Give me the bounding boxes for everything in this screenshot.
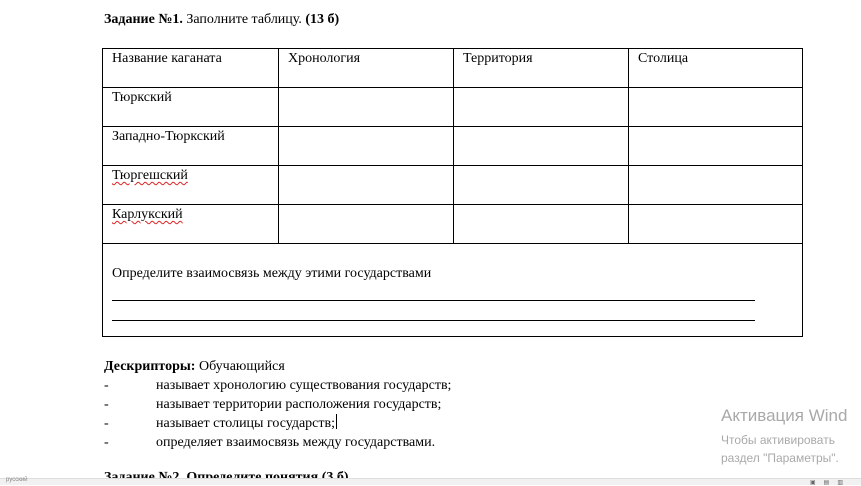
row-name-cell[interactable] (103, 166, 279, 205)
language-indicator[interactable]: русский (6, 477, 28, 483)
status-icons (810, 479, 851, 486)
list-item-text: называет столицы государств; (156, 416, 336, 431)
table-header-row (103, 49, 803, 88)
header-cell-capital[interactable]: Столица (629, 49, 803, 88)
task-points: (13 б) (305, 12, 340, 27)
table-row (103, 127, 803, 166)
list-item (104, 395, 451, 414)
bullet-dash: - (104, 435, 109, 450)
answer-line (112, 320, 755, 321)
summary-row (103, 244, 803, 337)
row-name-cell[interactable] (103, 205, 279, 244)
header-cell-chronology[interactable]: Хронология (279, 49, 454, 88)
territory-cell[interactable] (454, 88, 629, 127)
list-item (104, 414, 451, 433)
spellcheck-word: Тюргешский (112, 168, 188, 183)
watermark-line: раздел "Параметры". (721, 451, 839, 465)
table-row (103, 205, 803, 244)
chronology-cell[interactable] (279, 205, 454, 244)
capital-cell[interactable] (629, 88, 803, 127)
watermark-line: Чтобы активировать (721, 433, 835, 447)
layout-icon[interactable]: ▣ (809, 479, 824, 486)
task-title (104, 12, 339, 28)
descriptors-heading (104, 357, 451, 376)
task-text: Заполните таблицу. (182, 12, 306, 27)
capital-cell[interactable] (629, 166, 803, 205)
territory-cell[interactable] (454, 127, 629, 166)
summary-question: Определите взаимосвязь между этими государствами (112, 266, 432, 281)
text-cursor (336, 414, 337, 429)
summary-cell[interactable] (103, 244, 803, 337)
table-row (103, 166, 803, 205)
row-name-cell[interactable]: Тюркский (103, 88, 279, 127)
descriptors-label: Дескрипторы: (104, 359, 196, 374)
khaganate-table (102, 48, 803, 337)
bullet-dash: - (104, 397, 109, 412)
chronology-cell[interactable] (279, 127, 454, 166)
header-cell-name[interactable]: Название каганата (103, 49, 279, 88)
list-item-text: определяет взаимосвязь между государствами. (156, 435, 436, 450)
header-cell-territory[interactable]: Территория (454, 49, 629, 88)
list-item-text: называет территории расположения государств; (156, 397, 442, 412)
bullet-dash: - (104, 416, 109, 431)
table-row (103, 88, 803, 127)
bullet-dash: - (104, 378, 109, 393)
capital-cell[interactable] (629, 127, 803, 166)
descriptors-intro: Обучающийся (195, 359, 285, 374)
row-name-cell[interactable]: Западно-Тюркский (103, 127, 279, 166)
descriptors-block (104, 357, 451, 452)
territory-cell[interactable] (454, 205, 629, 244)
list-item-text: называет хронологию существования государств; (156, 378, 452, 393)
chronology-cell[interactable] (279, 166, 454, 205)
answer-line (112, 300, 755, 301)
list-item (104, 376, 451, 395)
territory-cell[interactable] (454, 166, 629, 205)
zoom-icon[interactable]: ▥ (837, 479, 851, 486)
list-item (104, 433, 451, 452)
spellcheck-word: Карлукский (112, 207, 183, 222)
chronology-cell[interactable] (279, 88, 454, 127)
watermark-title: Активация Wind (721, 406, 848, 425)
print-icon[interactable]: ▤ (823, 479, 838, 486)
task-label: Задание №1. (104, 12, 183, 27)
capital-cell[interactable] (629, 205, 803, 244)
activation-watermark (721, 406, 847, 467)
